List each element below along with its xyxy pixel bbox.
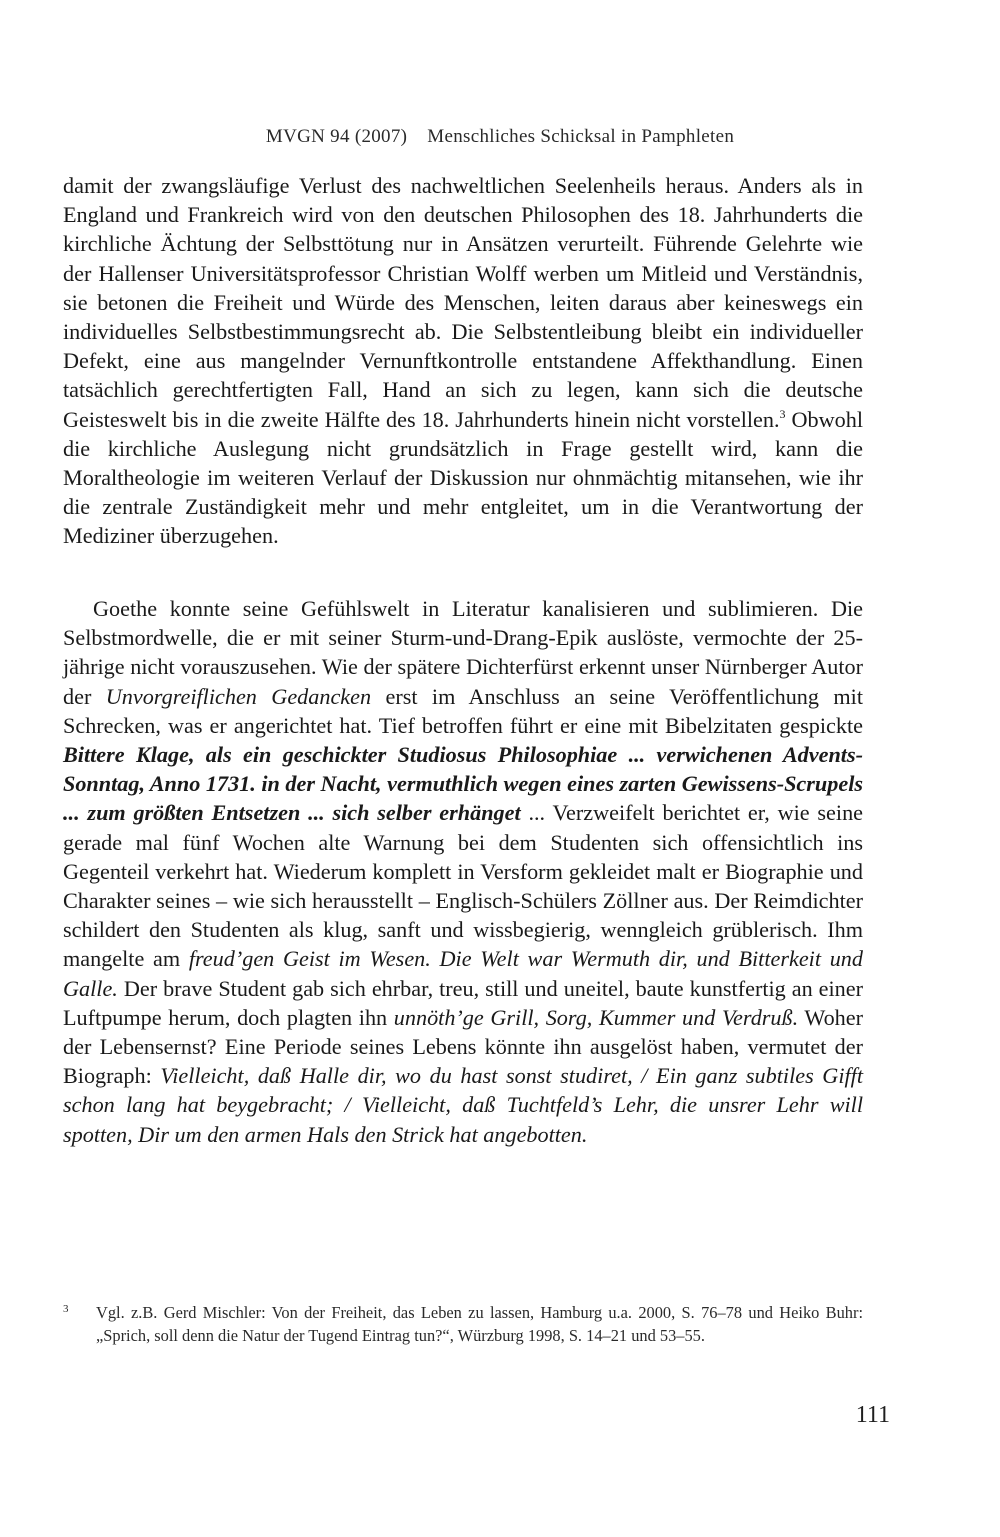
text-run: Der brave Student gab sich ehrbar, treu, still und uneitel, baute kunstfertig an einer Luftpumpe herum, doch plagten ihn [63, 975, 863, 1030]
bold-italic-title: Bittere Klage, als ein geschickter Studiosus Philosophiae ... verwichenen Advents-Sonntag, Anno 1731. in der Nacht, vermuthlich wegen eines zarten Gewissens-Scrupels ... zum größten Entsetzen ... sich selber erhänget [63, 742, 863, 826]
text-run: erst im Anschluss an seine Veröffentlichung mit Schrecken, was er angerichtet hat. Tief betroffen führt er eine mit Bibelzitaten gespickte [63, 683, 863, 738]
italic-quote: Vielleicht, daß Halle dir, wo du hast sonst studiret, / Ein ganz subtiles Gifft schon lang hat beygebracht; / Vielleicht, daß Tuchtfeld’s Lehr, die unsrer Lehr will spotten, Dir um den armen Hals den Strick hat angebotten. [63, 1063, 863, 1147]
running-head [0, 126, 1000, 148]
footnote-mark: 3 [63, 1303, 69, 1315]
footnote-text: Vgl. z.B. Gerd Mischler: Von der Freiheit, das Leben zu lassen, Hamburg u.a. 2000, S. 76–78 und Heiko Buhr: „Sprich, soll denn die Natur der Tugend Eintrag tun?“, Würzburg 1998, S. 14–21 und 53–55. [96, 1303, 863, 1345]
paragraph-text [63, 594, 863, 1149]
footnote-reference[interactable]: 3 [779, 406, 786, 421]
text-run: damit der zwangsläufige Verlust des nachweltlichen Seelenheils heraus. Anders als in England und Frankreich wird von den deutschen Philosophen des 18. Jahrhunderts die kirchliche Ächtung der Selbsttötung nur in Ansätzen verurteilt. Führende Gelehrte wie der Hallenser Universitätsprofessor Christian Wolff werben um Mitleid und Verständnis, sie betonen die Freiheit und Würde des Menschen, leiten daraus aber keineswegs ein individuelles Selbstbestimmungsrecht ab. Die Selbstentleibung bleibt ein individueller Defekt, eine aus mangelnder Vernunftkontrolle entstandene Affekthandlung. Einen tatsächlich gerechtfertigten Fall, Hand an sich zu legen, kann sich die deutsche Geisteswelt bis in die zweite Hälfte des 18. Jahrhunderts hinein nicht vorstellen. [63, 173, 863, 432]
text-run: ... Verzweifelt berichtet er, wie seine gerade mal fünf Wochen alte Warnung bei dem Studenten sich offensichtlich ins Gegenteil verkehrt hat. Wiederum komplett in Versform gekleidet malt er Biographie und Charakter seines – wie sich herausstellt – Englisch-Schülers Zöllner aus. Der Reimdichter schildert den Studenten als klug, sanft und wissbegierig, wenngleich grüblerisch. Ihm mangelte am [63, 800, 864, 972]
text-run: Woher der Lebensernst? Eine Periode seines Lebens könnte ihn ausgelöst haben, vermutet der Biograph: [63, 1004, 863, 1089]
running-title: Menschliches Schicksal in Pamphleten [427, 126, 735, 147]
text-run: Obwohl die kirchliche Auslegung nicht grundsätzlich in Frage gestellt wird, kann die Moraltheologie im weiteren Verlauf der Diskussion nur ohnmächtig mitansehen, wie ihr die zentrale Zuständigkeit mehr und mehr entgleitet, um in die Verantwortung der Mediziner überzugehen. [63, 406, 863, 549]
journal-reference: MVGN 94 (2007) [265, 126, 408, 147]
italic-quote: freud’gen Geist im Wesen. Die Welt war Wermuth dir, und Bitterkeit und Galle. [63, 946, 863, 1001]
body-paragraph-2 [63, 594, 863, 1149]
paragraph-text [63, 171, 863, 551]
page-number: 111 [855, 1402, 890, 1428]
footnote [63, 1302, 863, 1347]
italic-title: Unvorgreiflichen Gedancken [105, 683, 372, 709]
text-run: Goethe konnte seine Gefühlswelt in Literatur kanalisieren und sublimieren. Die Selbstmordwelle, die er mit seiner Sturm-und-Drang-Epik auslöste, vermochte der 25-jährige nicht vorauszusehen. Wie der spätere Dichterfürst erkennt unser Nürnberger Autor der [63, 596, 863, 709]
italic-quote: unnöth’ge Grill, Sorg, Kummer und Verdruß. [393, 1004, 799, 1030]
body-paragraph-1 [63, 171, 863, 551]
